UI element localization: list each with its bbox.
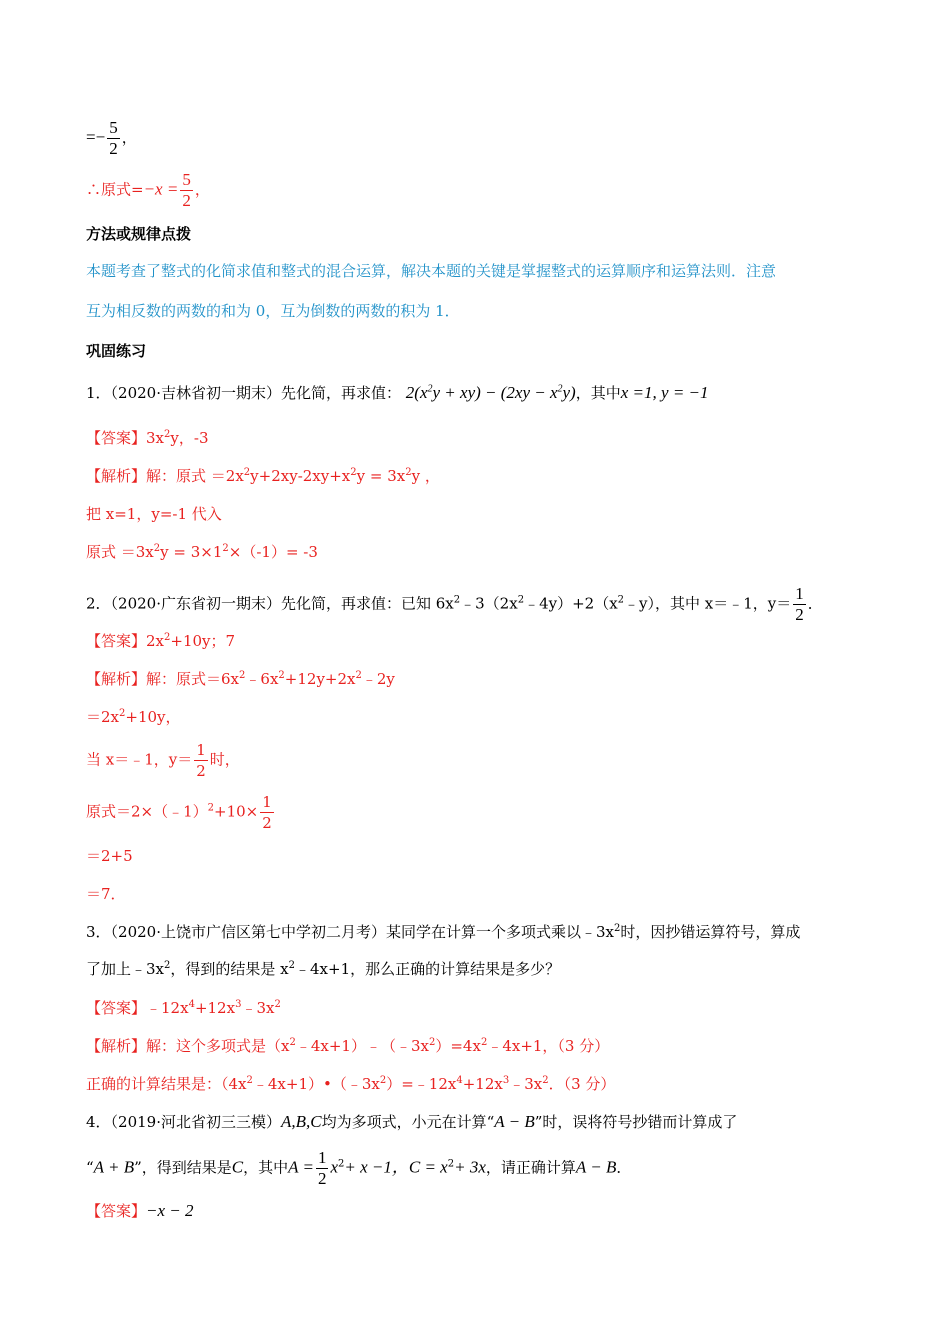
question-3-line-2: 了加上$﹣3x^2$，得到的结果是 $x^2﹣4x+1$，那么正确的计算结果是多少？: [86, 960, 561, 978]
method-heading: 方法或规律点拨: [86, 225, 192, 243]
q2-analysis: 【解析】解：原式$=6x^2﹣6x^2+12y+2x^2﹣2y$: [86, 670, 395, 688]
question-4-line-1: 4．（2019·河北省初三三模）A,B,C均为多项式，小元在计算“A − B”时，误将符号抄错而计算成了: [86, 1112, 738, 1131]
method-text-2: 互为相反数的两数的和为 0，互为倒数的两数的积为 1．: [86, 302, 460, 320]
fraction: $\frac{5}{2}$: [109, 118, 118, 158]
q2-step-4: 原式＝2×（﹣1）$^2$+10× $\frac{1}{2}$: [86, 793, 272, 832]
q1-expression: $2(x^2y + xy) - (2xy - x^2y)$: [405, 383, 576, 402]
q2-step-2: $=2x^2+10y$，: [86, 708, 181, 726]
q1-substitute: 把 x=1，y=-1 代入: [86, 505, 222, 523]
fraction: $\frac{5}{2}$: [182, 170, 191, 210]
q2-step-5: ＝2+5: [86, 847, 133, 865]
q4-answer: 【答案】−x − 2: [86, 1201, 194, 1220]
q2-step-3: 当 x＝﹣1，y＝ $\frac{1}{2}$ 时，: [86, 741, 240, 780]
q1-analysis: 【解析】解：原式 $=2x^2y+2xy-2xy+x^2y = 3x^2y$ ，: [86, 467, 440, 485]
fraction: $\frac{1}{2}$: [262, 793, 272, 832]
q2-step-6: ＝7．: [86, 885, 126, 903]
q1-final: 原式 $=3x^2y = 3\times 1^2\times(-1)= -3$: [86, 543, 318, 561]
question-1: 1．（2020·吉林省初一期末）先化简，再求值： $2(x^2y + xy) - (2xy - x^2y)$，其中x =1, y = −1: [86, 383, 709, 402]
practice-heading: 巩固练习: [86, 342, 147, 360]
question-2: 2．（2020·广东省初一期末）先化简，再求值：已知 $6x^2﹣3(2x^2﹣4y)+2(x^2﹣y)$，其中 x＝﹣1，y＝ $\frac{1}{2}$ ．: [86, 584, 823, 624]
q2-answer: 【答案】$2x^2+10y$；7: [86, 632, 236, 650]
method-text-1: 本题考查了整式的化简求值和整式的混合运算，解决本题的关键是掌握整式的运算顺序和运算法则．注意: [86, 262, 777, 280]
fraction: $\frac{1}{2}$: [317, 1148, 327, 1188]
question-4-line-2: “A + B”，得到结果是C，其中A = $\frac{1}{2}$ $x^2+ x -1$，$C = x^2+ 3x$，请正确计算A − B．: [86, 1148, 632, 1188]
q3-correct: 正确的计算结果是：$(4x^2﹣4x+1)•(﹣3x^2)=﹣12x^4+12x^3﹣3x^2$．（3 分）: [86, 1075, 616, 1093]
q3-answer: 【答案】$﹣12x^4+12x^3﹣3x^2$: [86, 999, 281, 1017]
fraction: $\frac{1}{2}$: [196, 741, 206, 780]
question-3-line-1: 3．（2020·上饶市广信区第七中学初二月考）某同学在计算一个多项式乘以$﹣3x^2$时，因抄错运算符号，算成: [86, 923, 801, 941]
q1-answer: 【答案】$3x^2y$，-3: [86, 429, 209, 447]
q3-analysis: 【解析】解：这个多项式是$(x^2﹣4x+1)﹣(﹣3x^2)=4x^2﹣4x+1$，（3 分）: [86, 1037, 610, 1055]
fraction: $\frac{1}{2}$: [795, 584, 804, 624]
equation-line-1: =− $\frac{5}{2}$ ，: [86, 118, 137, 158]
equation-line-2: ∴原式=−x = $\frac{5}{2}$ ，: [86, 170, 210, 210]
